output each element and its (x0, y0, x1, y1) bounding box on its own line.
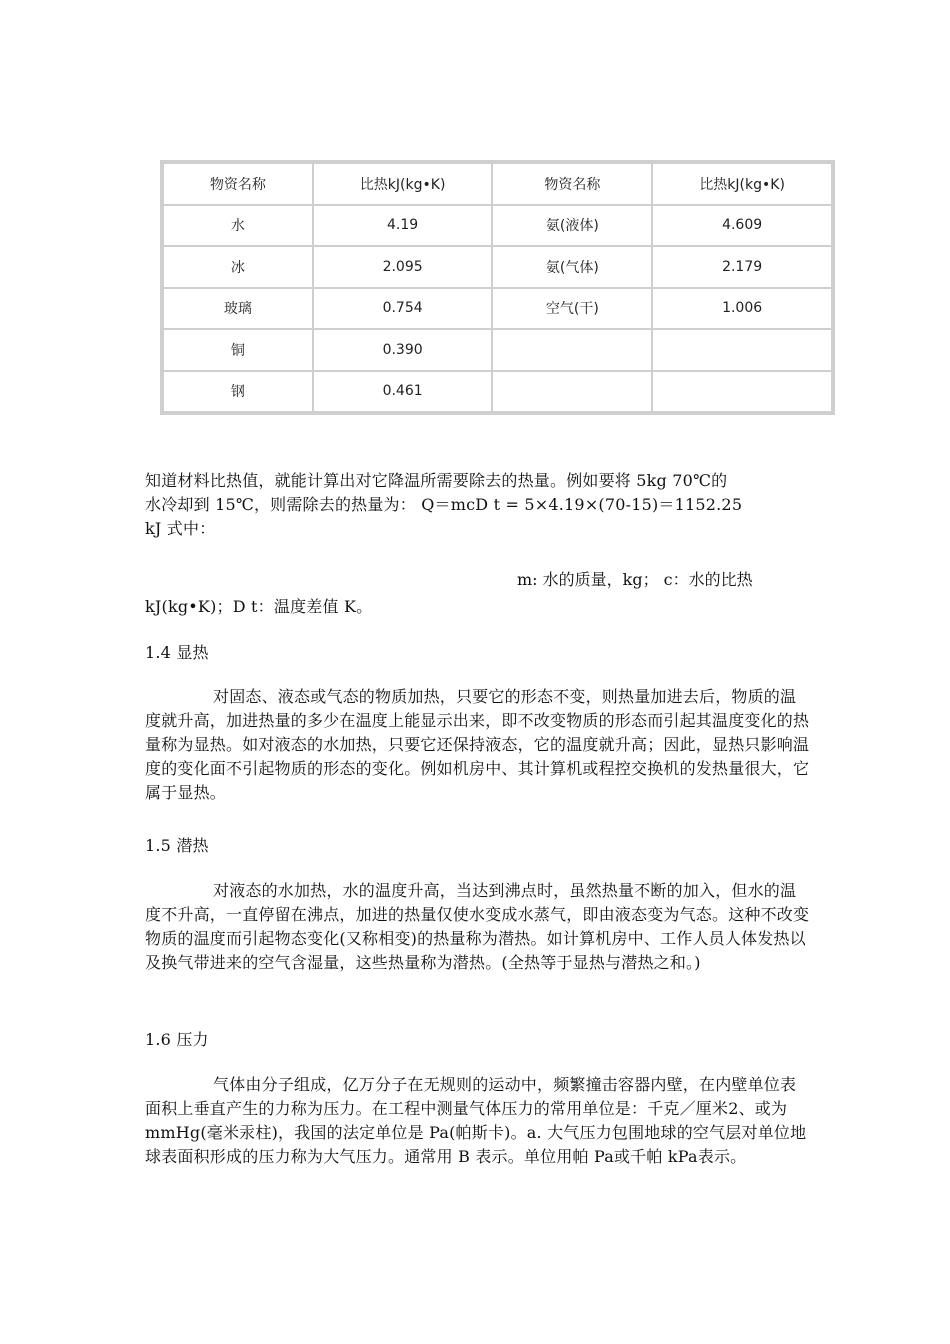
intro-line: 水冷却到 15℃，则需除去的热量为： Q＝mcD t = 5×4.19×(70-15)＝1152.25 (145, 495, 743, 514)
table-cell: 4.609 (653, 206, 831, 246)
intro-paragraph (145, 469, 810, 541)
section-heading-1-6: 1.6 压力 (145, 1030, 209, 1049)
header-specific-heat-2: 比热kJ(kg•K) (653, 164, 831, 204)
table-cell: 1.006 (653, 289, 831, 329)
table-cell: 2.179 (653, 247, 831, 287)
table-cell: 钢 (164, 372, 312, 412)
intro-line: 知道材料比热值，就能计算出对它降温所需要除去的热量。例如要将 5kg 70℃的 (145, 471, 728, 490)
table-cell: 玻璃 (164, 289, 312, 329)
table-cell (653, 330, 831, 370)
table-cell: 4.19 (314, 206, 492, 246)
header-material-name: 物资名称 (164, 164, 312, 204)
intro-line: kJ 式中： (145, 519, 216, 538)
variables-line-2: kJ(kg•K)；D t：温度差值 K。 (145, 597, 373, 616)
table-cell: 2.095 (314, 247, 492, 287)
variables-line-1: m: 水的质量，kg； c：水的比热 (517, 570, 753, 589)
table-cell: 0.754 (314, 289, 492, 329)
section-heading-1-5: 1.5 潜热 (145, 836, 209, 855)
specific-heat-table-frame (160, 160, 835, 415)
table-cell: 0.390 (314, 330, 492, 370)
table-cell: 氨(气体) (493, 247, 651, 287)
section-1-5-paragraph: 对液态的水加热，水的温度升高，当达到沸点时，虽然热量不断的加入，但水的温度不升高，一直停留在沸点，加进的热量仅使水变成水蒸气，即由液态变为气态。这种不改变物质的温度而引起物态变化(又称相变)的热量称为潜热。如计算机房中、工作人员人体发热以及换气带进来的空气含湿量，这些热量称为潜热。(全热等于显热与潜热之和。) (145, 881, 810, 972)
table-row (164, 247, 831, 287)
table-cell (493, 330, 651, 370)
table-header-row (164, 164, 831, 204)
table-row (164, 330, 831, 370)
table-row (164, 206, 831, 246)
table-cell: 铜 (164, 330, 312, 370)
specific-heat-table (162, 162, 833, 413)
section-1-6-paragraph: 气体由分子组成，亿万分子在无规则的运动中，频繁撞击容器内壁，在内壁单位表面积上垂直产生的力称为压力。在工程中测量气体压力的常用单位是：千克／厘米2、或为mmHg(毫米汞柱)，我国的法定单位是 Pa(帕斯卡)。a. 大气压力包围地球的空气层对单位地球表面积形成的压力称为大气压力。通常用 B 表示。单位用帕 Pa或千帕 kPa表示。 (145, 1075, 807, 1166)
section-heading-1-4: 1.4 显热 (145, 643, 209, 662)
table-cell: 水 (164, 206, 312, 246)
table-cell (493, 372, 651, 412)
table-row (164, 289, 831, 329)
table-row (164, 372, 831, 412)
table-cell: 0.461 (314, 372, 492, 412)
table-cell: 空气(干) (493, 289, 651, 329)
table-cell: 氨(液体) (493, 206, 651, 246)
header-material-name-2: 物资名称 (493, 164, 651, 204)
table-cell: 冰 (164, 247, 312, 287)
section-1-4-paragraph: 对固态、液态或气态的物质加热，只要它的形态不变，则热量加进去后，物质的温度就升高，加进热量的多少在温度上能显示出来，即不改变物质的形态而引起其温度变化的热量称为显热。如对液态的水加热，只要它还保持液态，它的温度就升高；因此，显热只影响温度的变化面不引起物质的形态的变化。例如机房中、其计算机或程控交换机的发热量很大，它属于显热。 (145, 687, 810, 802)
table-cell (653, 372, 831, 412)
header-specific-heat: 比热kJ(kg•K) (314, 164, 492, 204)
